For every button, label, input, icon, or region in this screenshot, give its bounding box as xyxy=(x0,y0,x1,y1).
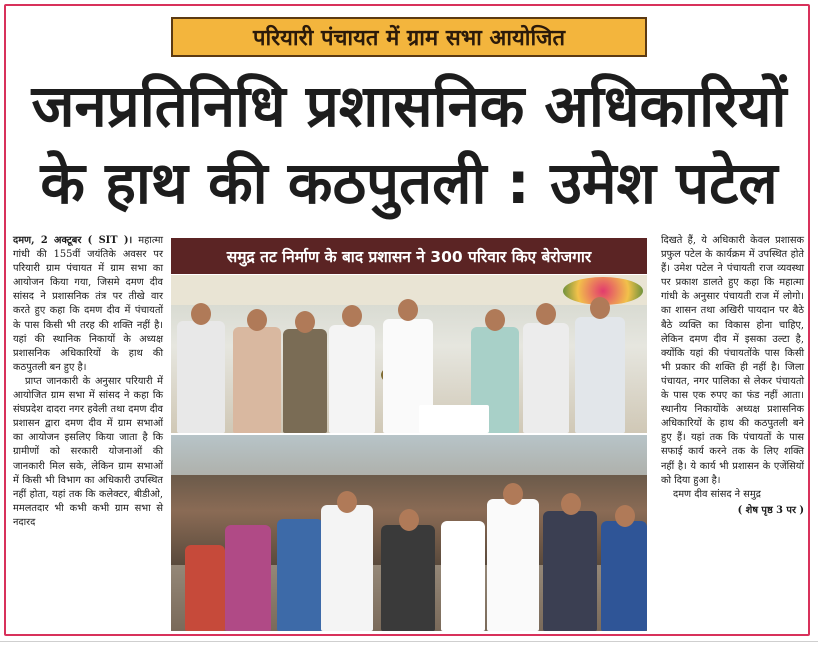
person-head xyxy=(342,305,362,327)
person xyxy=(441,521,485,631)
gathering-photo xyxy=(171,435,647,631)
person-head xyxy=(247,309,267,331)
person-head xyxy=(503,483,523,505)
dateline: दमण, 2 अक्टूबर ( SIT )। xyxy=(13,235,133,246)
right-column xyxy=(661,234,804,518)
person xyxy=(575,317,625,433)
stage-photo xyxy=(171,275,647,433)
person xyxy=(283,329,327,433)
person-head xyxy=(337,491,357,513)
person xyxy=(277,519,323,631)
person-head xyxy=(398,299,418,321)
person xyxy=(381,525,435,631)
person-head xyxy=(590,297,610,319)
person xyxy=(225,525,271,631)
person xyxy=(601,521,647,631)
right-paragraph-1: दिखते हैं, ये अधिकारी केवल प्रशासक प्रफुल पटेल के कार्यक्रम में उपस्थित होते हैं। उमेश पटेल ने पंचायती राज व्यवस्था पर प्रकाश डालते हुए कहा कि महात्मा गांधी के अनुसार पंचायती राज में लोगो। का शासन तथा अखिरी पायदान पर बैठे बैठे व्यक्ति का विकास होना चाहिए, लेकिन दमण दीव में इसका उल्टा है, क्योंकि यहां की पंचायतोंके पास किसी भी प्रकार की शक्ति ही नहीं है। जिला पंचायत, नगर पालिका से लेकर पंचायतो के पास एक रुपए का फंड नहीं आता। स्थानीय निकायोंके अध्यक्ष प्रशासनिक अधिकारियों के हाथ की कठपुतली बने हुए हैं। यहां तक कि पंचायतों के पास सफाई कार्य करने तक के लिए शक्ति नहीं है। ये कार्य भी प्रशासन के एजेंसियों को दिया हुआ है। xyxy=(661,235,804,486)
page-bottom-edge xyxy=(0,641,818,653)
person-head xyxy=(615,505,635,527)
continued-note: ( शेष पृष्ठ 3 पर ) xyxy=(737,504,804,516)
person-head xyxy=(485,309,505,331)
person xyxy=(233,327,281,433)
left-column xyxy=(13,234,163,530)
person-head xyxy=(295,311,315,333)
person xyxy=(177,321,225,433)
person-head xyxy=(399,509,419,531)
person xyxy=(329,325,375,433)
right-paragraph-2: दमण दीव सांसद ने समुद्र xyxy=(673,488,761,500)
table xyxy=(419,405,489,433)
person xyxy=(321,505,373,631)
person xyxy=(523,323,569,433)
person-head xyxy=(561,493,581,515)
person xyxy=(487,499,539,631)
headline-line-1: जनप्रतिनिधि प्रशासनिक अधिकारियों xyxy=(31,72,787,140)
person xyxy=(543,511,597,631)
headline-line-2: के हाथ की कठपुतली : उमेश पटेल xyxy=(40,149,778,217)
person-head xyxy=(536,303,556,325)
photo-caption: समुद्र तट निर्माण के बाद प्रशासन ने 300 परिवार किए बेरोजगार xyxy=(171,238,647,274)
person xyxy=(185,545,225,631)
kicker-banner: परियारी पंचायत में ग्राम सभा आयोजित xyxy=(171,17,647,57)
person-head xyxy=(191,303,211,325)
left-paragraph-1: महात्मा गांधी की 155वीं जयंतिके अवसर पर परियारी ग्राम पंचायत में ग्राम सभा का आयोजन किया गया, जिसमे दमण दीव सांसद ने प्रशासनिक तंत्र पर तीखे वार करते हुए कहा कि दमण दीव में पंचायतों के पास किसी भी तरह की शक्ति नहीं है। यहां की स्थानिक निकायों के अध्यक्ष प्रशासनिक अधिकारियों के हाथ की कठपुतली बन हुए है। xyxy=(13,235,163,373)
left-paragraph-2: प्राप्त जानकारी के अनुसार परियारी में आयोजित ग्राम सभा में सांसद ने कहा कि संघप्रदेश दादरा नगर हवेली तथा दमण दीव प्रशासन द्वारा दमण दीव में ग्राम सभाओं का आयोजन इसलिए किया जाता है कि ग्रामीणों को सरकारी योजनाओं की जानकारी मिल सके, लेकिन ग्राम सभाओं में किसी भी विभाग का अधिकारी उपस्थित नहीं होता, यहां तक कि कलेक्टर, बीडीओ, ममलतदार भी कभी कभी ग्राम सभा से नदारद xyxy=(13,375,163,528)
